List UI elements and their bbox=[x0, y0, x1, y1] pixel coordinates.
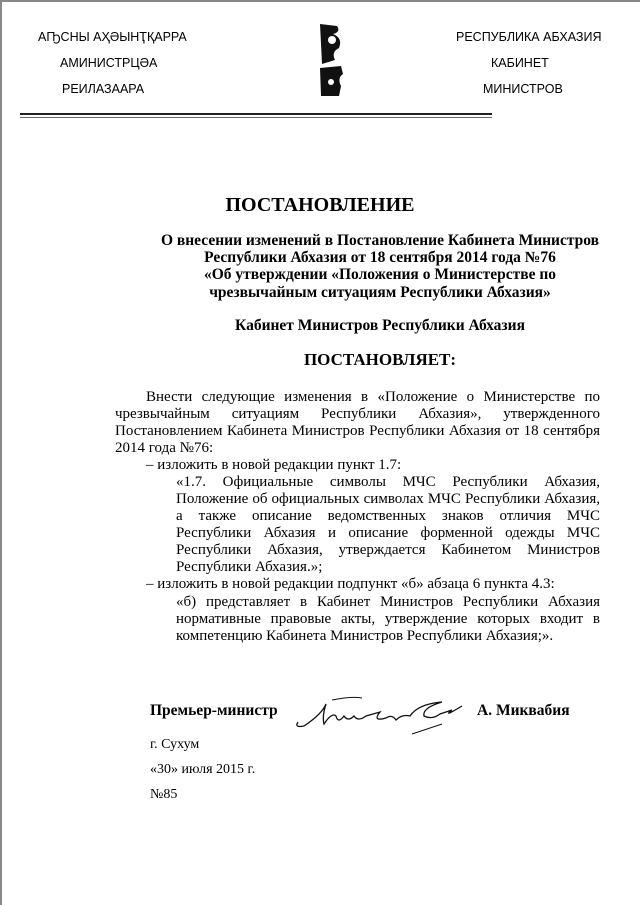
letterhead-right-line-3: МИНИСТРОВ bbox=[483, 82, 563, 96]
amendment-heading: – изложить в новой редакции подпункт «б» абзаца 6 пункта 4.3: bbox=[146, 576, 555, 592]
text-line: 2014 года №76: bbox=[115, 440, 214, 456]
text-line: Постановлением Кабинета Министров Республики Абхазия от 18 сентября bbox=[115, 423, 600, 439]
document-number: №85 bbox=[150, 787, 178, 802]
subject-line: О внесении изменений в Постановление Кабинета Министров bbox=[160, 232, 600, 249]
text-line: нормативные правовые акты, утверждение которых входит в bbox=[176, 611, 600, 627]
text-line: Республики Абхазия, утверждается Кабинетом Министров bbox=[176, 542, 600, 558]
text-line: чрезвычайным ситуациям Республики Абхазия», утвержденного bbox=[115, 406, 600, 422]
text-line: «б) представляет в Кабинет Министров Республики Абхазия bbox=[176, 594, 600, 610]
signatory-position: Премьер-министр bbox=[150, 702, 278, 719]
text-line: Положение об официальных символах МЧС Республики Абхазия, bbox=[176, 491, 600, 507]
handwritten-signature bbox=[292, 694, 472, 750]
place: г. Сухум bbox=[150, 737, 200, 752]
subject-line: чрезвычайным ситуациям Республики Абхазия» bbox=[209, 284, 551, 301]
letterhead-left-line-3: РЕИЛАЗААРА bbox=[62, 82, 145, 96]
text-line: Внести следующие изменения в «Положение о Министерстве по bbox=[146, 389, 600, 405]
date: «30» июля 2015 г. bbox=[150, 762, 256, 777]
letterhead-left-line-2: АМИНИСТРЦӘА bbox=[60, 56, 158, 70]
text-line: Республики Абхазия.»; bbox=[176, 559, 323, 575]
subject-line: Республики Абхазия от 18 сентября 2014 года №76 bbox=[204, 249, 556, 266]
subject-line: «Об утверждении «Положения о Министерстве по bbox=[203, 266, 557, 283]
signatory-name: А. Миквабия bbox=[477, 702, 570, 719]
letterhead-left-line-1: АҦСНЫ АҲӘЫНҬҚАРРА bbox=[38, 30, 187, 44]
text-line: а также описание ведомственных знаков отличия МЧС bbox=[176, 508, 600, 524]
document-title: ПОСТАНОВЛЕНИЕ bbox=[225, 194, 415, 216]
amendment-heading: – изложить в новой редакции пункт 1.7: bbox=[146, 457, 402, 473]
letterhead-right-line-2: КАБИНЕТ bbox=[491, 56, 549, 70]
text-line: компетенцию Кабинета Министров Республики Абхазия;». bbox=[176, 628, 554, 644]
text-line: Республики Абхазия и описание форменной одежды МЧС bbox=[176, 525, 600, 541]
letterhead-right-line-1: РЕСПУБЛИКА АБХАЗИЯ bbox=[456, 30, 602, 44]
resolves-heading: ПОСТАНОВЛЯЕТ: bbox=[303, 350, 457, 369]
coat-of-arms-emblem bbox=[317, 22, 347, 98]
issuer: Кабинет Министров Республики Абхазия bbox=[235, 317, 525, 334]
text-line: «1.7. Официальные символы МЧС Республики Абхазия, bbox=[176, 474, 600, 490]
